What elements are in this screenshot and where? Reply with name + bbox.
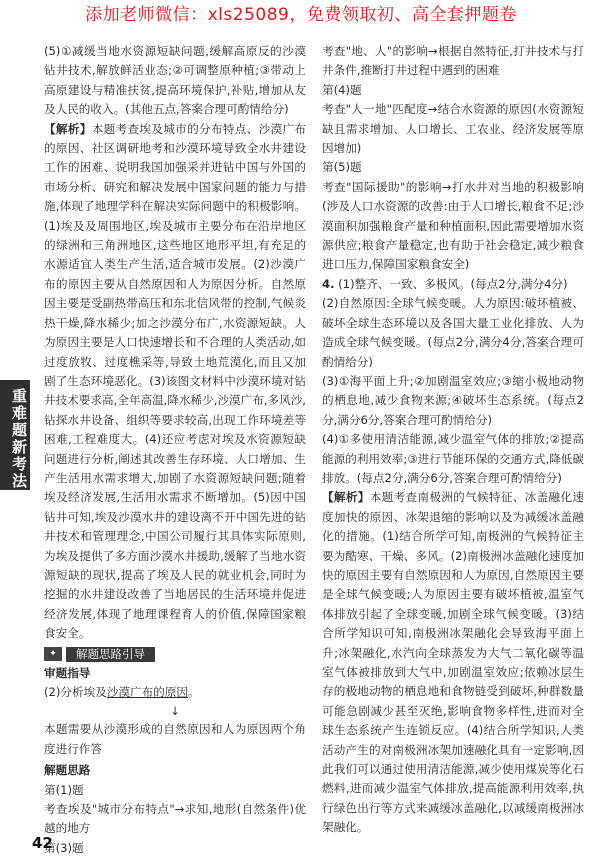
guide-heading: 解题思路 bbox=[44, 763, 91, 778]
section-bar-label: 解题思路引导 bbox=[66, 647, 155, 662]
q1-label: 第(1)题 bbox=[44, 782, 84, 797]
q5-label: 第(5)题 bbox=[322, 160, 362, 175]
q4-text: 考查"人一地"匹配度→结合水资源的原因(水资源短缺且需求增加、人口增长、工农业、经济发展等原因增加) bbox=[322, 102, 584, 156]
down-arrow-icon: ↓ bbox=[170, 704, 180, 719]
analysis-paragraph bbox=[44, 120, 306, 644]
lightbulb-icon: ✦ bbox=[44, 647, 62, 661]
question-quote: (2)分析埃及沙漠广布的原因。 bbox=[44, 685, 200, 699]
guide-text: 本题需要从沙漠形成的自然原因和人为原因两个角度进行作答 bbox=[44, 722, 306, 756]
analysis-label-2: 【解析】 bbox=[322, 490, 370, 505]
answer-4-3: (3)①海平面上升;②加剧温室效应;③缩小极地动物的栖息地,减少食物来源;④破坏生态系统。(每点2分,满分6分,答案合理可酌情给分) bbox=[322, 373, 584, 427]
answer-4-2: (2)自然原因:全球气候变暖。人为原因:破坏植被、破坏全球生态环境以及各国大量工业化排放、人为造成全球气候变暖。(每点2分,满分4分,答案合理可酌情给分) bbox=[322, 296, 584, 369]
analysis-label: 【解析】 bbox=[44, 121, 92, 136]
analysis-paragraph-2 bbox=[322, 488, 584, 837]
left-column bbox=[44, 42, 306, 858]
analysis-text: 本题考查埃及城市的分布特点、沙漠广布的原因、社区调研地考和沙漠环境导致全水井建设工作的困难、说明我国加强采并进钻中国与外国的市场分析、研究和解决发展中国家问题的能力与措施,体现了地理学科在解决实际问题中的积极影响。(1)埃及及周围地区,埃及城市主要分布在沿岸地区的绿洲和三角洲地区,这些地区地形平坦,有充足的水源适宜人类生产生活,适合城市发展。(2)沙漠广布的原因主要从自然原因和人为原因分析。自然原因主要是受副热带高压和东北信风带的控制,气候炎热干燥,降水稀少;加之沙漠分布广,水资源短缺。人为原因主要是人口快速增长和不合理的人类活动,如过度放牧、过度樵采等,导致土地荒漠化,而且又加剧了生态环境恶化。(3)该图文材料中沙漠环境对钻井技术要求高,全年高温,降水稀少,沙漠广布,多风沙,钻探水井设备、组织等要求较高,出现工作环境差等困难,工程难度大。(4)还应考虑对埃及水资源短缺问题进行分析,阐述其改善生存环境、人口增加、生产生活用水需求增大,加剧了水资源短缺问题;随着埃及经济发展,生活用水需求不断增加。(5)因中国钻井可知,埃及沙漠水井的建设离不开中国先进的钻井技术和管理理念,中国公司履行其具体实际原则,为埃及提供了多方面沙漠水井援助,缓解了当地水资源短缺的现状,提高了埃及人民的就业机会,同时为挖掘的水井建设改善了当地居民的生活环境并促进经济发展,体现了地理课程育人的价值,保障国家粮食安全。 bbox=[44, 121, 306, 641]
answer-4-1: 4. (1)整齐、一致、多极风。(每点2分,满分4分) bbox=[322, 276, 568, 291]
right-column bbox=[322, 42, 584, 838]
q4-label: 第(4)题 bbox=[322, 82, 362, 97]
answer-4-4: (4)①多使用清洁能源,减少温室气体的排放;②提高能源的利用效率;③进行节能环保的交通方式,降低碳排放。(每点2分,满分6分,答案合理可酌情给分) bbox=[322, 432, 584, 485]
section-bar bbox=[44, 647, 306, 662]
page-number: 42 bbox=[32, 834, 53, 852]
analysis-text-2: 本题考查南极洲的气候特征、冰盖融化速度加快的原因、冰架退缩的影响以及为减缓冰盖融化的措施。(1)结合所学可知,南极洲的气候特征主要为酷寒、干燥、多风。(2)南极洲冰盖融化速度加快的原因主要有自然原因和人为原因,自然原因主要是全球气候变暖;人为原因主要有破坏植被,温室气体排放引起了全球变暖,加剧全球气候变暖。(3)结合所学知识可知,南极洲冰架融化会导致海平面上升;冰架融化,水汽向全球蒸发为大气二氧化碳等温室气体被排放到大气中,加剧温室效应;依赖冰层生存的极地动物的栖息地和食物链受到破坏,种群数量可能急剧减少甚至灭绝,影响食物多样性,进而对全球生态系统产生连锁反应。(4)结合所学知识,人类活动产生的对南极洲冰架加速融化具有一定影响,因此我们可以通过使用清洁能源,减少使用煤炭等化石燃料,进而减少温室气体排放,提高能源利用效率,执行绿色出行等方式来减缓冰盖融化,以减缓南极洲冰架融化。 bbox=[322, 490, 584, 835]
q5-text: 考查"国际援助"的影响→打水井对当地的积极影响(涉及人口水资源的改善:由于人口增长,粮食不足;沙漠面积加强粮食产量和种植面积,因此需要增加水资源供应;粮食产量稳定,也有助于社会稳定,减少粮食进口压力,保障国家粮食安全) bbox=[322, 179, 584, 272]
q3-text: 考查"地、人"的影响→根据自然特征,打井技术与打井条件,推断打井过程中遇到的困难 bbox=[322, 44, 584, 78]
answer-5: (5)①减缓当地水资源短缺问题,缓解高原反的沙漠钻井技术,解放鲜活业态;②可调整原种植;③带动上高原建设与精准扶贫,提高环境保护,补贴,增加从友及人民的收入。(其他五点,答案合理可酌情给分) bbox=[44, 44, 306, 117]
question-key-phrase: 沙漠广布的原因 bbox=[106, 685, 188, 699]
chapter-side-tab: 重难题新考法 bbox=[0, 380, 30, 490]
q1-text: 考查埃及"城市分布特点"→求知,地形(自然条件)优越的地方 bbox=[44, 802, 306, 836]
item-number: 4. bbox=[322, 276, 335, 291]
promo-banner: 添加老师微信：xls25089，免费领取初、高全套押题卷 bbox=[85, 5, 517, 25]
q3-label: 第(3)题 bbox=[44, 840, 84, 855]
sub-heading: 审题指导 bbox=[44, 665, 91, 680]
